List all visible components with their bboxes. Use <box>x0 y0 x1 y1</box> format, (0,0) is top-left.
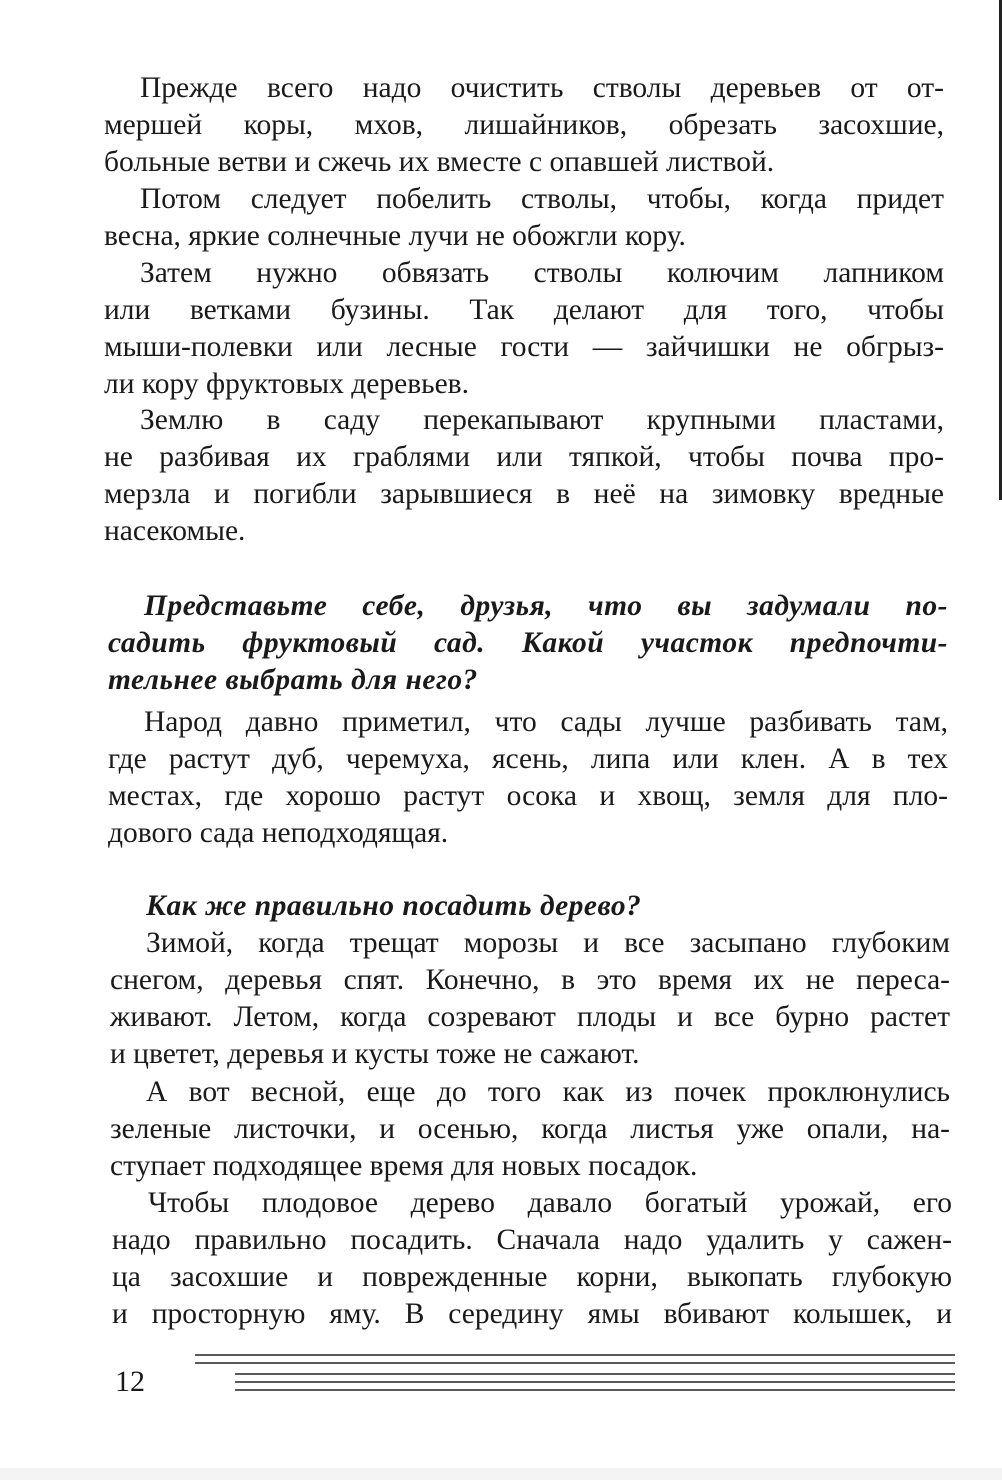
page-number: 12 <box>115 1365 145 1398</box>
footer-decorative-rules <box>195 1352 955 1392</box>
text-line: мершей коры, мхов, лишайников, обрезать засохшие, <box>104 109 944 141</box>
text-line: мерзла и погибли зарывшиеся в неё на зимовку вредные <box>104 478 944 510</box>
heading-how-to-plant <box>110 888 950 925</box>
paragraph-planting-steps <box>112 1185 952 1333</box>
text-line: насекомые. <box>104 515 246 547</box>
text-line: ступает подходящее время для новых посадок. <box>110 1150 698 1182</box>
text-line: Народ давно приметил, что сады лучше разбивать там, <box>144 706 948 738</box>
paragraph-folk-wisdom <box>108 704 948 852</box>
paragraph-dig-soil <box>104 402 944 550</box>
text-line: где растут дуб, черемуха, ясень, липа или клен. А в тех <box>108 743 948 775</box>
paragraph-spring-autumn <box>110 1074 950 1185</box>
heading-line: Представьте себе, друзья, что вы задумали по- <box>144 590 948 622</box>
text-line: мыши-полевки или лесные гости — зайчишки не обгрыз- <box>104 331 944 363</box>
text-line: весна, яркие солнечные лучи не обожгли кору. <box>104 220 686 252</box>
heading-line: садить фруктовый сад. Какой участок предпочти- <box>108 627 948 659</box>
text-line: Потом следует побелить стволы, чтобы, когда придет <box>140 183 944 215</box>
text-line: зеленые листочки, и осенью, когда листья уже опали, на- <box>110 1113 950 1145</box>
text-line: Затем нужно обвязать стволы колючим лапником <box>140 257 944 289</box>
text-line: ца засохшие и поврежденные корни, выкопать глубокую <box>112 1261 952 1293</box>
text-line: или ветками бузины. Так делают для того, чтобы <box>104 294 944 326</box>
text-line: не разбивая их граблями или тяпкой, чтобы почва про- <box>104 441 944 473</box>
text-line: живают. Летом, когда созревают плоды и все бурно растет <box>110 1001 950 1033</box>
text-line: Чтобы плодовое дерево давало богатый урожай, его <box>148 1187 952 1219</box>
text-line: надо правильно посадить. Сначала надо удалить у сажен- <box>112 1224 952 1256</box>
text-line: ли кору фруктовых деревьев. <box>104 368 469 400</box>
text-line: Землю в саду перекапывают крупными пластами, <box>140 404 944 436</box>
heading-choose-site <box>108 588 948 699</box>
heading-line: тельнее выбрать для него? <box>108 664 478 696</box>
paragraph-wrap-trunks <box>104 255 944 403</box>
heading-line: Как же правильно посадить дерево? <box>146 890 642 922</box>
text-line: А вот весной, еще до того как из почек проклюнулись <box>146 1076 950 1108</box>
paragraph-whitewash <box>104 181 944 255</box>
text-line: и цветет, деревья и кусты тоже не сажают. <box>110 1038 640 1070</box>
scan-bottom-margin <box>0 1468 1002 1480</box>
text-line: снегом, деревья спят. Конечно, в это время их не переса- <box>110 964 950 996</box>
text-line: и просторную яму. В середину ямы вбивают колышек, и <box>112 1298 952 1330</box>
text-line: больные ветви и сжечь их вместе с опавшей листвой. <box>104 146 775 178</box>
paragraph-clean-trunks <box>104 70 944 181</box>
text-line: Зимой, когда трещат морозы и все засыпано глубоким <box>146 927 950 959</box>
text-line: Прежде всего надо очистить стволы деревьев от от- <box>140 72 944 104</box>
text-line: дового сада неподходящая. <box>108 817 449 849</box>
paragraph-winter-summer <box>110 925 950 1073</box>
text-line: местах, где хорошо растут осока и хвощ, земля для пло- <box>108 780 948 812</box>
